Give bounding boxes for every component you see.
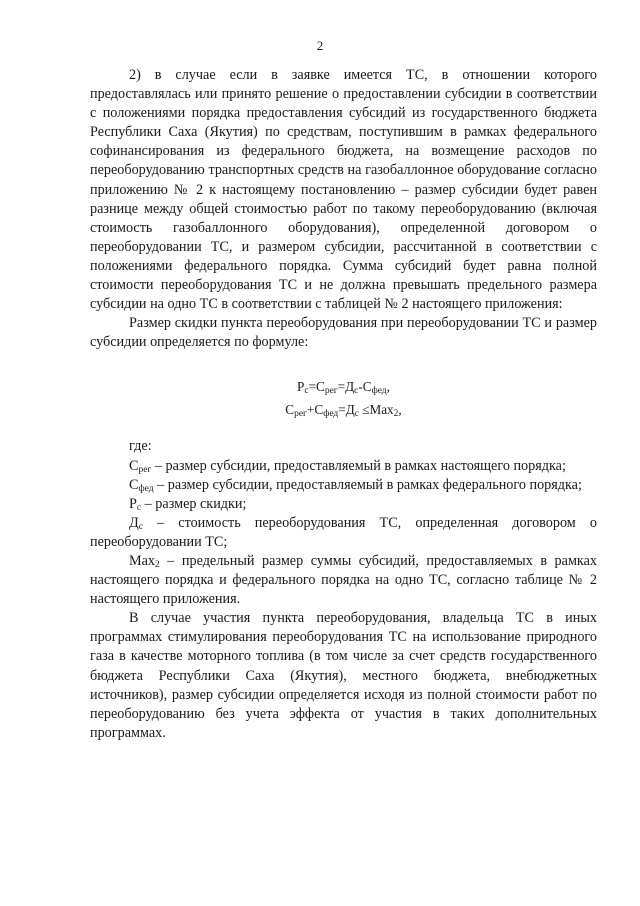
formula-block [90, 378, 597, 419]
definition-text: – стоимость переоборудования ТС, определенная договором о переоборудовании ТС; [90, 514, 597, 550]
definition-symbol: Max [129, 552, 156, 569]
formula-term: =С [308, 379, 325, 395]
formula-subscript: фед [371, 386, 387, 397]
formula-subscript: рег [294, 409, 307, 420]
definition-subscript: рег [138, 464, 152, 475]
definition-text: – размер субсидии, предоставляемый в рамках настоящего порядка; [151, 457, 566, 474]
definition-text: – размер скидки; [141, 495, 247, 512]
formula-line-1 [90, 378, 597, 396]
definition-c-reg [90, 457, 597, 476]
formula-subscript: рег [324, 386, 338, 397]
formula-term: Р [297, 379, 305, 395]
definition-text: – предельный размер суммы субсидий, предоставляемых в рамках настоящего порядка и федерального порядка на одно ТС, согласно таблице № 2 настоящего приложения. [90, 552, 597, 608]
formula-term: , [386, 379, 390, 395]
formula-subscript: с [354, 386, 359, 397]
formula-line-2 [90, 401, 597, 419]
paragraph-formula-intro: Размер скидки пункта переоборудования при переоборудовании ТС и размер субсидии определяется по формуле: [90, 315, 597, 351]
formula-term: ≤Max [358, 402, 394, 418]
definition-symbol: С [129, 457, 139, 474]
definition-p-c [90, 495, 597, 514]
page-number: 2 [316, 38, 324, 53]
formula-subscript: с [354, 409, 359, 420]
definition-symbol: Р [129, 495, 137, 512]
definition-subscript: с [138, 521, 143, 532]
formula-subscript: с [304, 386, 309, 397]
definition-c-fed [90, 476, 597, 495]
formula-term: , [398, 402, 402, 418]
definition-symbol: С [129, 476, 139, 493]
formula-term: =Д [338, 402, 355, 418]
formula-term: +С [306, 402, 324, 418]
paragraph-where: где: [129, 438, 152, 455]
formula-term: С [285, 402, 295, 418]
paragraph-subsidy-case-2: 2) в случае если в заявке имеется ТС, в отношении которого предоставлялась или принято решение о предоставлении субсидии в соответствии с положениями порядка предоставления субсидий из государственного бюджета Республики Саха (Якутия) по средствам, поступившим в рамках федерального софинансирования из федерального бюджета, на возмещение расходов по переоборудованию транспортных средств на газобаллонное оборудование согласно приложению № 2 к настоящему постановлению – размер субсидии будет равен разнице между общей стоимостью работ по такому переоборудованию (включая стоимость газобаллонного оборудования), определенной договором о переоборудовании ТС, и размером субсидии, рассчитанной в соответствии с положениями федерального порядка. Сумма субсидий будет равна полной стоимости переоборудования ТС и не должна превышать предельного размера субсидии на одно ТС в соответствии с таблицей № 2 настоящего приложения: [90, 67, 597, 313]
formula-subscript: фед [323, 409, 339, 420]
definition-subscript: с [136, 502, 142, 513]
definition-symbol: Д [129, 514, 139, 531]
definition-d-c [90, 514, 597, 552]
formula-term: =Д [337, 379, 355, 395]
paragraph-other-programs: В случае участия пункта переоборудования, владельца ТС в иных программах стимулирования переоборудования ТС на использование природного газа в качестве моторного топлива (в том числе за счет средств государственного бюджета Республики Саха (Якутия), местного бюджета, внебюджетных источников), размер субсидии определяется исходя из полной стоимости работ по переоборудованию без учета эффекта от участия в таких дополнительных программах. [90, 610, 597, 741]
definition-subscript: 2 [155, 559, 160, 570]
definition-max-2 [90, 552, 597, 609]
formula-term: -С [358, 379, 372, 395]
definition-subscript: фед [138, 483, 154, 494]
definition-text: – размер субсидии, предоставляемый в рамках федерального порядка; [153, 476, 582, 493]
formula-subscript: 2 [393, 409, 399, 420]
document-body [90, 66, 597, 743]
